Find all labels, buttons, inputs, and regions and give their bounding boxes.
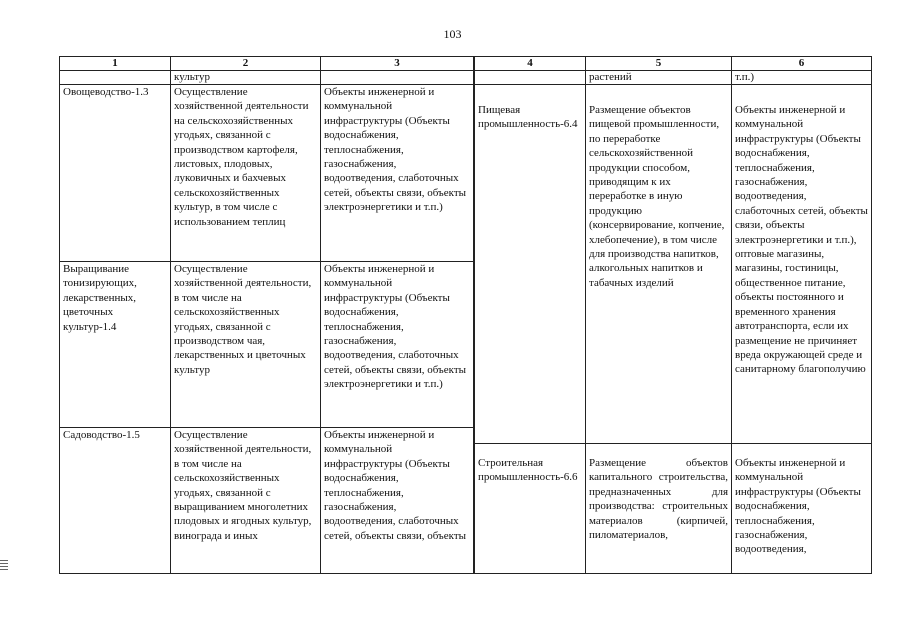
column-header: 4 <box>475 57 586 71</box>
land-use-type-cell: Пищевая промышленность-6.4 <box>475 85 586 444</box>
permitted-objects-cell: Объекты инженерной и коммунальной инфраструктуры (Объекты водоснабжения, теплоснабжения, газоснабжения, водоотведения, слаботочных сетей, объекты связи, объекты <box>321 428 474 574</box>
land-use-type-cell: Овощеводство-1.3 <box>60 85 171 262</box>
description-cell: Осуществление хозяйственной деятельности, в том числе на сельскохозяйственных угодьях, связанной с выращиванием многолетних плодовых и ягодных культур, винограда и иных <box>171 428 321 574</box>
table-cell: т.п.) <box>732 71 872 85</box>
continuation-row <box>60 71 474 85</box>
description-cell: Размещение объектов пищевой промышленности, по переработке сельскохозяйственной продукции способом, приводящим к их переработке в иную продукцию (консервирование, копчение, хлебопечение), в том числе для производства напитков, алкогольных напитков и табачных изделий <box>586 85 732 444</box>
table-cell <box>321 71 474 85</box>
table-cell: растений <box>586 71 732 85</box>
description-cell: Размещение объектов капитального строительства, предназначенных для производства: строительных материалов (кирпичей, пиломатериалов, <box>586 444 732 574</box>
continuation-row <box>475 71 872 85</box>
table-cell <box>60 71 171 85</box>
permitted-objects-cell: Объекты инженерной и коммунальной инфраструктуры (Объекты водоснабжения, теплоснабжения, газоснабжения, водоотведения, слаботочных сетей, объекты связи, объекты электроэнергетики и т.п.), оптовые магазины, магазины, гостиницы, общественное питание, объекты постоянного и временного хранения автотранспорта, если их размещение не причиняет вреда окружающей среде и санитарному благополучию <box>732 85 872 444</box>
land-use-type-cell: Выращивание тонизирующих, лекарственных, цветочных культур-1.4 <box>60 262 171 428</box>
column-header: 6 <box>732 57 872 71</box>
column-header: 3 <box>321 57 474 71</box>
permitted-objects-cell: Объекты инженерной и коммунальной инфраструктуры (Объекты водоснабжения, теплоснабжения, газоснабжения, водоотведения, слаботочных сетей, объекты связи, объекты электроэнергетики и т.п.) <box>321 85 474 262</box>
margin-mark <box>0 560 8 572</box>
permitted-objects-cell: Объекты инженерной и коммунальной инфраструктуры (Объекты водоснабжения, теплоснабжения, газоснабжения, водоотведения, слаботочных сетей, объекты связи, объекты электроэнергетики и т.п.) <box>321 262 474 428</box>
page-number: 103 <box>443 27 462 41</box>
column-header: 1 <box>60 57 171 71</box>
header-row <box>60 57 474 71</box>
land-use-table-left <box>59 56 474 574</box>
table-row <box>475 85 872 444</box>
table-row <box>60 262 474 428</box>
table-cell <box>475 71 586 85</box>
description-cell: Осуществление хозяйственной деятельности на сельскохозяйственных угодьях, связанной с производством картофеля, листовых, плодовых, луковичных и бахчевых сельскохозяйственных культур, в том числе с использованием теплиц <box>171 85 321 262</box>
header-row <box>475 57 872 71</box>
table-cell: культур <box>171 71 321 85</box>
land-use-table-right <box>474 56 872 574</box>
column-header: 2 <box>171 57 321 71</box>
table-row <box>60 428 474 574</box>
table-row <box>60 85 474 262</box>
description-cell: Осуществление хозяйственной деятельности, в том числе на сельскохозяйственных угодьях, связанной с производством чая, лекарственных и цветочных культур <box>171 262 321 428</box>
table-row <box>475 444 872 574</box>
permitted-objects-cell: Объекты инженерной и коммунальной инфраструктуры (Объекты водоснабжения, теплоснабжения, газоснабжения, водоотведения, <box>732 444 872 574</box>
land-use-type-cell: Садоводство-1.5 <box>60 428 171 574</box>
column-header: 5 <box>586 57 732 71</box>
land-use-type-cell: Строительная промышленность-6.6 <box>475 444 586 574</box>
